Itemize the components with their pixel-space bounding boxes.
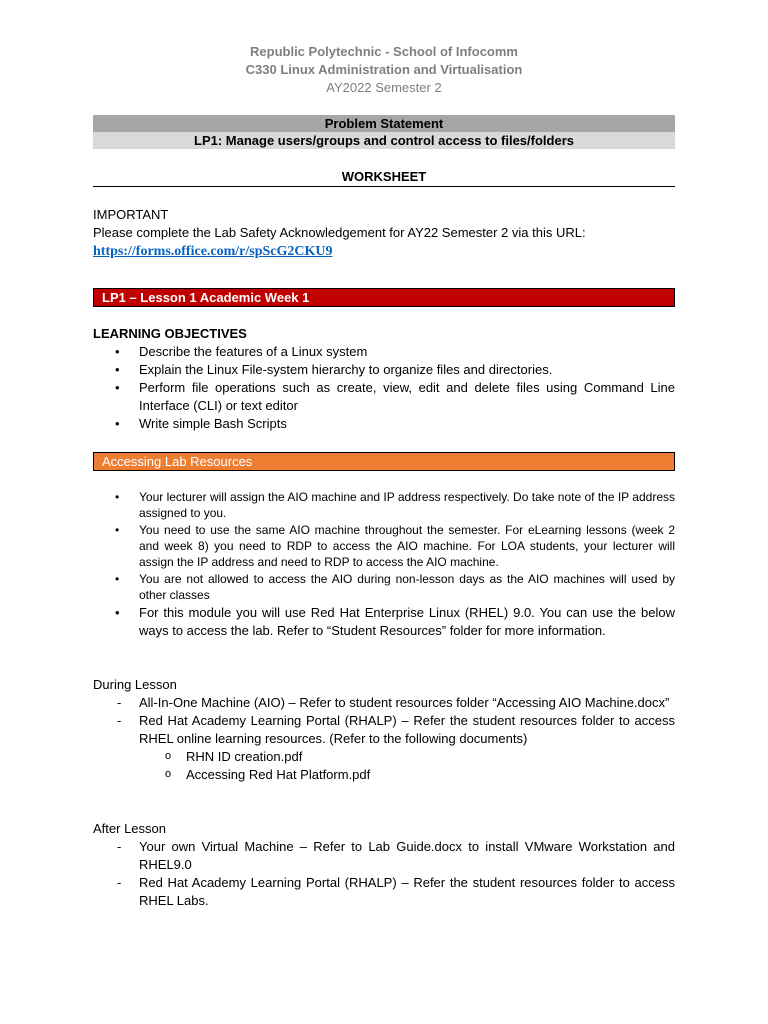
after-lesson-title: After Lesson — [93, 821, 166, 836]
objectives-title: LEARNING OBJECTIVES — [93, 326, 247, 341]
access-item: • For this module you will use Red Hat Enterprise Linux (RHEL) 9.0. You can use the below ways to access the lab. Refer to “Student Resources” folder for more information. — [93, 604, 675, 640]
header-semester: AY2022 Semester 2 — [326, 80, 442, 95]
objective-item: • Write simple Bash Scripts — [93, 415, 675, 433]
safety-form-link[interactable]: https://forms.office.com/r/spScG2CKU9 — [93, 244, 333, 259]
during-lesson-title: During Lesson — [93, 677, 177, 692]
problem-statement-lp: LP1: Manage users/groups and control access to files/folders — [93, 132, 675, 149]
during-lesson-item: - All-In-One Machine (AIO) – Refer to student resources folder “Accessing AIO Machine.docx” — [93, 694, 675, 712]
objectives-section — [93, 325, 675, 433]
header-module: C330 Linux Administration and Virtualisation — [245, 62, 523, 77]
objective-item: • Perform file operations such as create, view, edit and delete files using Command Line Interface (CLI) or text editor — [93, 379, 675, 415]
access-item: • You need to use the same AIO machine throughout the semester. For eLearning lessons (week 2 and week 8) you need to RDP to access the AIO machine. For LOA students, your lecturer will assign the IP address and need to RDP to access the AIO machine. — [93, 522, 675, 570]
after-lesson-item: - Your own Virtual Machine – Refer to Lab Guide.docx to install VMware Workstation and RHEL9.0 — [93, 838, 675, 874]
during-lesson-section — [93, 676, 675, 784]
after-lesson-section — [93, 820, 675, 910]
document-header — [93, 43, 675, 97]
important-title: IMPORTANT — [93, 207, 169, 222]
after-lesson-item: - Red Hat Academy Learning Portal (RHALP) – Refer the student resources folder to access RHEL Labs. — [93, 874, 675, 910]
reference-document: o Accessing Red Hat Platform.pdf — [93, 766, 675, 784]
objective-item: • Describe the features of a Linux system — [93, 343, 675, 361]
worksheet-heading: WORKSHEET — [93, 169, 675, 187]
important-section — [93, 206, 675, 261]
access-section — [93, 489, 675, 640]
objective-item: • Explain the Linux File-system hierarchy to organize files and directories. — [93, 361, 675, 379]
access-header: Accessing Lab Resources — [93, 452, 675, 471]
during-lesson-item: - Red Hat Academy Learning Portal (RHALP) – Refer the student resources folder to access RHEL online learning resources. (Refer to the following documents) — [93, 712, 675, 748]
access-item: • You are not allowed to access the AIO during non-lesson days as the AIO machines will used by other classes — [93, 571, 675, 603]
reference-document: o RHN ID creation.pdf — [93, 748, 675, 766]
problem-statement-title: Problem Statement — [93, 115, 675, 132]
header-institution: Republic Polytechnic - School of Infocomm — [250, 44, 518, 59]
access-item: • Your lecturer will assign the AIO machine and IP address respectively. Do take note of the IP address assigned to you. — [93, 489, 675, 521]
important-text: Please complete the Lab Safety Acknowledgement for AY22 Semester 2 via this URL: — [93, 225, 586, 240]
lesson-header: LP1 – Lesson 1 Academic Week 1 — [93, 288, 675, 307]
